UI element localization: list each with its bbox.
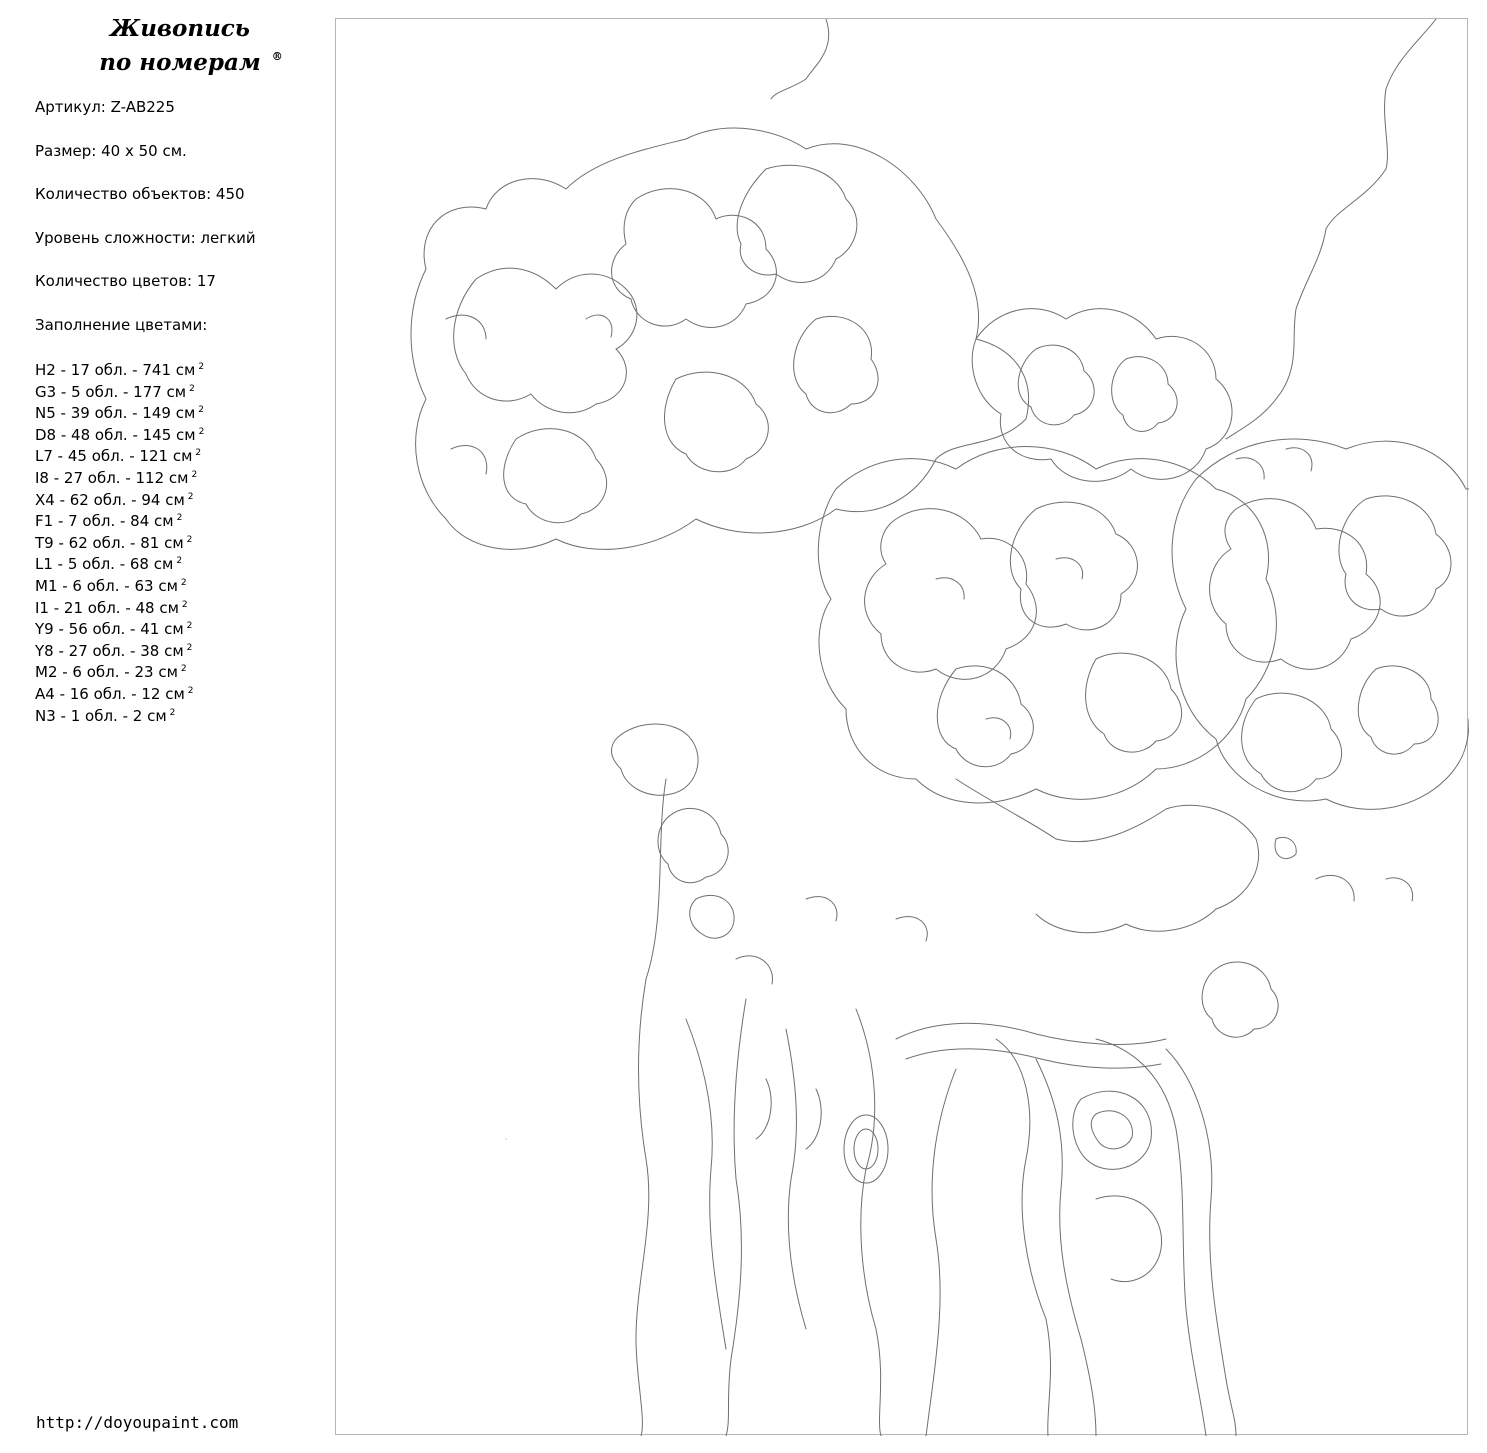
palette-item: I1 - 21 обл. - 48 см $^2$ xyxy=(35,598,188,617)
size-label: Размер: 40 x 50 см. xyxy=(35,141,187,160)
registered-mark: ® xyxy=(271,50,283,63)
palette-item: F1 - 7 обл. - 84 см $^2$ xyxy=(35,512,183,531)
color-fill-list xyxy=(35,357,204,724)
coloring-canvas xyxy=(335,18,1468,1435)
product-info xyxy=(35,98,256,359)
palette-item: G3 - 5 обл. - 177 см $^2$ xyxy=(35,382,195,401)
palette-item: D8 - 48 обл. - 145 см $^2$ xyxy=(35,425,205,444)
objects-count-label: Количество объектов: 450 xyxy=(35,185,245,203)
palette-item: X4 - 62 обл. - 94 см $^2$ xyxy=(35,490,194,509)
palette-item: N5 - 39 обл. - 149 см $^2$ xyxy=(35,404,204,423)
palette-item: L7 - 45 обл. - 121 см $^2$ xyxy=(35,447,202,466)
colors-count-label: Количество цветов: 17 xyxy=(35,272,216,290)
palette-item: T9 - 62 обл. - 81 см $^2$ xyxy=(35,533,193,552)
brand-line2: по номерам xyxy=(99,49,261,76)
palette-item: Y8 - 27 обл. - 38 см $^2$ xyxy=(35,641,193,660)
brand-line2-wrap xyxy=(99,46,283,80)
palette-item: H2 - 17 обл. - 741 см $^2$ xyxy=(35,361,205,379)
palette-item: M1 - 6 обл. - 63 см $^2$ xyxy=(35,576,187,595)
palette-item: M2 - 6 обл. - 23 см $^2$ xyxy=(35,663,187,682)
palette-item: L1 - 5 обл. - 68 см $^2$ xyxy=(35,555,183,574)
brand-logo xyxy=(60,12,300,80)
difficulty-label: Уровень сложности: легкий xyxy=(35,228,256,247)
color-fill-title: Заполнение цветами: xyxy=(35,315,208,334)
palette-item: N3 - 1 обл. - 2 см $^2$ xyxy=(35,706,176,725)
palette-item: A4 - 16 обл. - 12 см $^2$ xyxy=(35,684,194,703)
brand-line1: Живопись xyxy=(110,15,250,42)
palette-item: I8 - 27 обл. - 112 см $^2$ xyxy=(35,468,198,487)
website-link[interactable]: http://doyoupaint.com xyxy=(36,1413,239,1432)
palette-item: Y9 - 56 обл. - 41 см $^2$ xyxy=(35,620,193,639)
article-label: Артикул: Z-AB225 xyxy=(35,98,175,116)
flower-outline-drawing xyxy=(336,19,1469,1436)
